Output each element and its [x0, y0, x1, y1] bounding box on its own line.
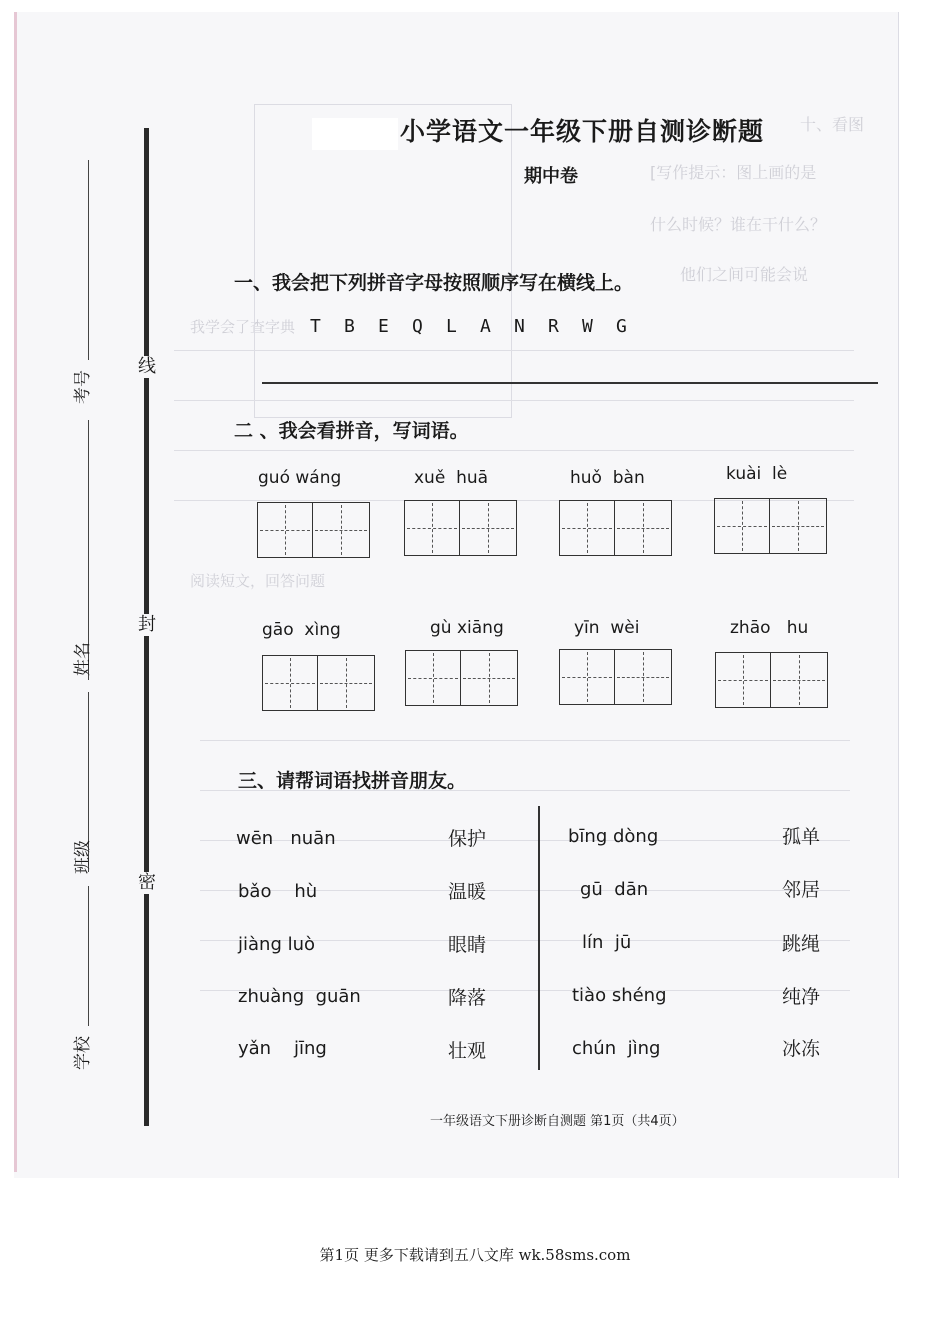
column-divider: [538, 806, 540, 1070]
answer-line[interactable]: [262, 382, 878, 384]
pinyin-prompt: guó wáng: [258, 468, 342, 488]
match-pinyin[interactable]: zhuàng guān: [238, 986, 361, 1007]
pinyin-prompt: kuài lè: [726, 464, 788, 484]
match-word[interactable]: 保护: [448, 828, 487, 850]
writing-grid[interactable]: [404, 500, 518, 556]
page-subtitle: 期中卷: [524, 166, 578, 187]
section3-heading: 三、请帮词语找拼音朋友。: [238, 770, 467, 792]
ghost-text: [写作提示：图上画的是: [650, 163, 817, 182]
name-label: 姓名: [73, 642, 93, 676]
ghost-rule: [174, 450, 854, 451]
writing-grid[interactable]: [715, 652, 829, 708]
grid-cell[interactable]: [257, 502, 313, 558]
match-pinyin[interactable]: chún jìng: [572, 1038, 661, 1059]
section1-heading: 一、我会把下列拼音字母按照顺序写在横线上。: [234, 272, 634, 294]
cut-mark-seal: 封: [138, 614, 156, 635]
ghost-picture-frame: [254, 104, 512, 418]
letter: N: [514, 316, 525, 337]
pinyin-prompt: zhāo hu: [730, 618, 809, 638]
ghost-text: 十、看图: [800, 115, 865, 134]
ghost-text: 什么时候？谁在干什么？: [650, 215, 827, 234]
letter: Q: [412, 316, 423, 337]
cut-mark-line: 线: [138, 356, 156, 377]
letter: G: [616, 316, 627, 337]
match-word[interactable]: 壮观: [448, 1040, 487, 1062]
letter: T: [310, 316, 321, 337]
ghost-text: 阅读短文，回答问题: [190, 572, 326, 590]
match-pinyin[interactable]: lín jū: [582, 932, 632, 953]
grid-cell[interactable]: [318, 655, 375, 711]
ghost-text: 他们之间可能会说: [680, 265, 809, 284]
grid-cell[interactable]: [559, 500, 615, 556]
match-word[interactable]: 邻居: [782, 879, 821, 901]
page-title: 小学语文一年级下册自测诊断题: [400, 117, 765, 146]
ghost-rule: [200, 740, 850, 741]
match-word[interactable]: 眼睛: [448, 934, 487, 956]
grid-cell[interactable]: [715, 652, 771, 708]
pinyin-prompt: gù xiāng: [430, 618, 504, 638]
grid-cell[interactable]: [559, 649, 615, 705]
redaction-box: [312, 118, 398, 150]
pinyin-prompt: gāo xìng: [262, 620, 341, 640]
exam-number-blank[interactable]: [88, 160, 89, 360]
match-word[interactable]: 跳绳: [782, 933, 821, 955]
writing-grid[interactable]: [257, 502, 371, 558]
section2-heading: 二 、我会看拼音，写词语。: [234, 420, 469, 442]
writing-grid[interactable]: [559, 500, 673, 556]
school-label: 学校: [73, 1036, 93, 1070]
match-pinyin[interactable]: tiào shéng: [572, 985, 667, 1006]
letter: W: [582, 316, 593, 337]
writing-grid[interactable]: [262, 655, 376, 711]
match-pinyin[interactable]: wēn nuān: [236, 828, 336, 849]
writing-grid[interactable]: [405, 650, 519, 706]
letter-sequence: [310, 316, 650, 337]
match-word[interactable]: 孤单: [782, 826, 821, 848]
grid-cell[interactable]: [461, 650, 518, 706]
grid-cell[interactable]: [313, 502, 370, 558]
grid-cell[interactable]: [404, 500, 460, 556]
pinyin-prompt: xuě huā: [414, 468, 489, 488]
grid-cell[interactable]: [771, 652, 828, 708]
ghost-text: 我学会了查字典: [190, 318, 296, 336]
grid-cell[interactable]: [262, 655, 318, 711]
name-blank[interactable]: [88, 420, 89, 680]
match-word[interactable]: 冰冻: [782, 1038, 821, 1060]
pinyin-prompt: huǒ bàn: [570, 468, 645, 488]
grid-cell[interactable]: [615, 649, 672, 705]
ghost-rule: [174, 350, 854, 351]
school-blank[interactable]: [88, 886, 89, 1026]
grid-cell[interactable]: [770, 498, 827, 554]
letter: L: [446, 316, 457, 337]
match-pinyin[interactable]: bǎo hù: [238, 881, 318, 902]
page-footer: 一年级语文下册诊断自测题 第1页（共4页）: [430, 1114, 685, 1129]
letter: B: [344, 316, 355, 337]
letter: R: [548, 316, 559, 337]
grid-cell[interactable]: [405, 650, 461, 706]
document-footer: 第1页 更多下载请到五八文库 wk.58sms.com: [319, 1246, 631, 1264]
match-pinyin[interactable]: jiàng luò: [238, 934, 316, 955]
scan-edge: [14, 12, 17, 1172]
match-word[interactable]: 降落: [448, 987, 487, 1009]
grid-cell[interactable]: [615, 500, 672, 556]
match-word[interactable]: 温暖: [448, 881, 487, 903]
match-pinyin[interactable]: bīng dòng: [568, 826, 659, 847]
cut-mark-secret: 密: [138, 872, 156, 893]
writing-grid[interactable]: [559, 649, 673, 705]
letter: A: [480, 316, 491, 337]
match-word[interactable]: 纯净: [782, 986, 821, 1008]
exam-number-label: 考号: [73, 370, 93, 404]
letter: E: [378, 316, 389, 337]
class-label: 班级: [73, 840, 93, 874]
grid-cell[interactable]: [714, 498, 770, 554]
ghost-rule: [174, 400, 854, 401]
writing-grid[interactable]: [714, 498, 828, 554]
match-pinyin[interactable]: yǎn jīng: [238, 1038, 327, 1059]
match-pinyin[interactable]: gū dān: [580, 879, 649, 900]
grid-cell[interactable]: [460, 500, 517, 556]
pinyin-prompt: yīn wèi: [574, 618, 640, 638]
